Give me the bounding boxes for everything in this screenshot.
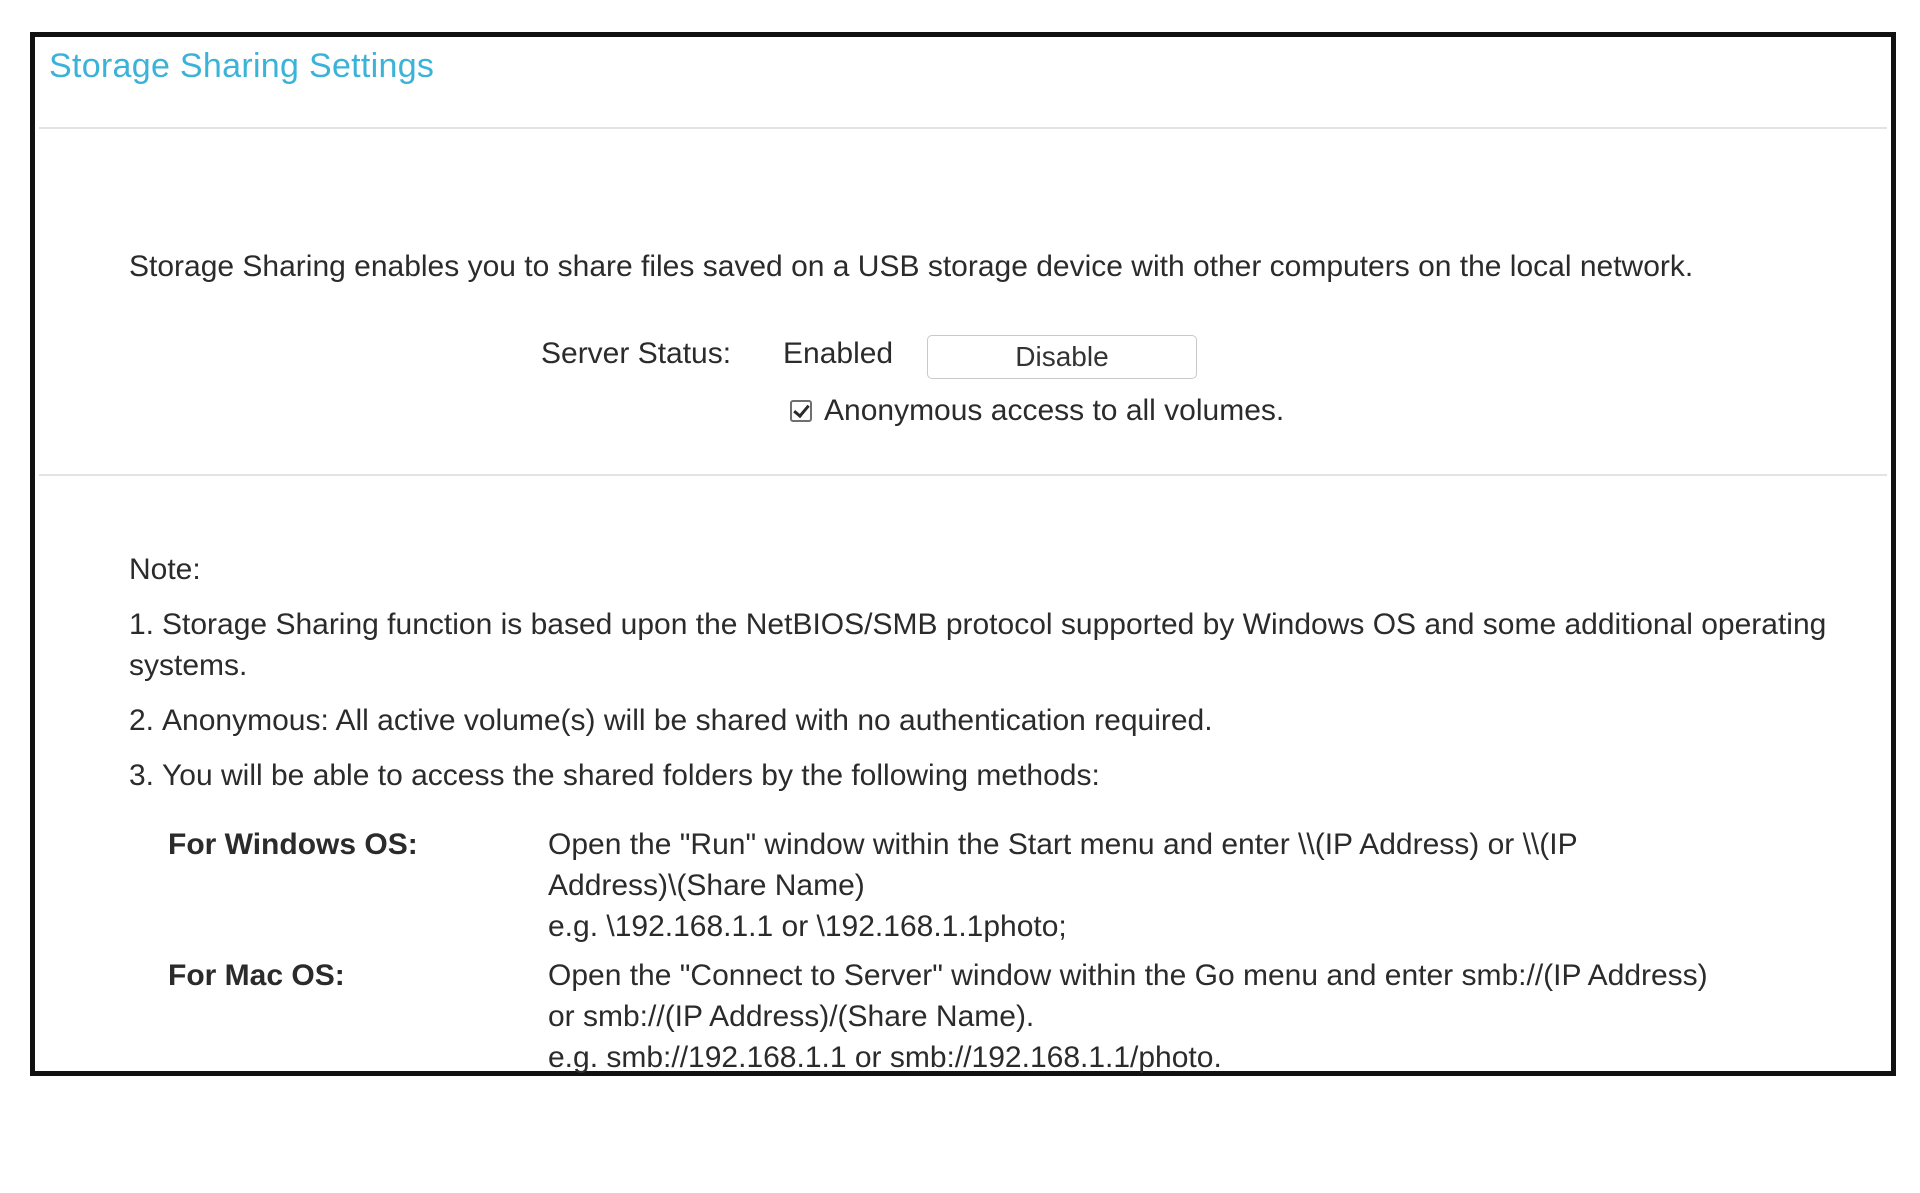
note-number: 3. <box>129 759 155 792</box>
note-number: 1. <box>129 608 155 641</box>
mac-method-label: For Mac OS: <box>168 959 345 992</box>
note-number: 2. <box>129 704 155 737</box>
windows-method-text <box>548 824 1708 947</box>
note-text: Storage Sharing function is based upon the NetBIOS/SMB protocol supported by Windows OS and some additional operating systems. <box>129 608 1827 682</box>
note-item-2 <box>129 700 1869 741</box>
server-status-value: Enabled <box>783 337 894 370</box>
mac-method-instructions: Open the "Connect to Server" window within the Go menu and enter smb://(IP Address) or smb://(IP Address)/(Share Name). <box>548 959 1708 1033</box>
checkmark-icon <box>793 401 810 418</box>
note-item-1 <box>129 604 1869 686</box>
anonymous-access-checkbox[interactable] <box>790 400 812 422</box>
page-title: Storage Sharing Settings <box>49 47 435 85</box>
server-status-label: Server Status: <box>541 337 732 370</box>
anonymous-access-option[interactable] <box>790 394 1284 428</box>
notes-heading: Note: <box>129 553 201 586</box>
note-item-3 <box>129 755 1869 796</box>
windows-method-label: For Windows OS: <box>168 828 418 861</box>
section-divider <box>39 474 1887 476</box>
mac-method-example: e.g. smb://192.168.1.1 or smb://192.168.1.1/photo. <box>548 1041 1222 1074</box>
header-divider <box>39 127 1887 129</box>
intro-text: Storage Sharing enables you to share files saved on a USB storage device with other computers on the local network. <box>129 250 1694 283</box>
note-text: Anonymous: All active volume(s) will be shared with no authentication required. <box>162 704 1213 737</box>
anonymous-access-label: Anonymous access to all volumes. <box>824 394 1285 427</box>
windows-method-instructions: Open the "Run" window within the Start menu and enter \\(IP Address) or \\(IP Address)\(Share Name) <box>548 828 1578 902</box>
notes-section <box>129 549 1869 810</box>
note-text: You will be able to access the shared folders by the following methods: <box>162 759 1100 792</box>
disable-button[interactable]: Disable <box>927 335 1197 379</box>
settings-panel <box>30 32 1896 1076</box>
windows-method-example: e.g. \192.168.1.1 or \192.168.1.1photo; <box>548 910 1067 943</box>
mac-method-text <box>548 955 1708 1078</box>
